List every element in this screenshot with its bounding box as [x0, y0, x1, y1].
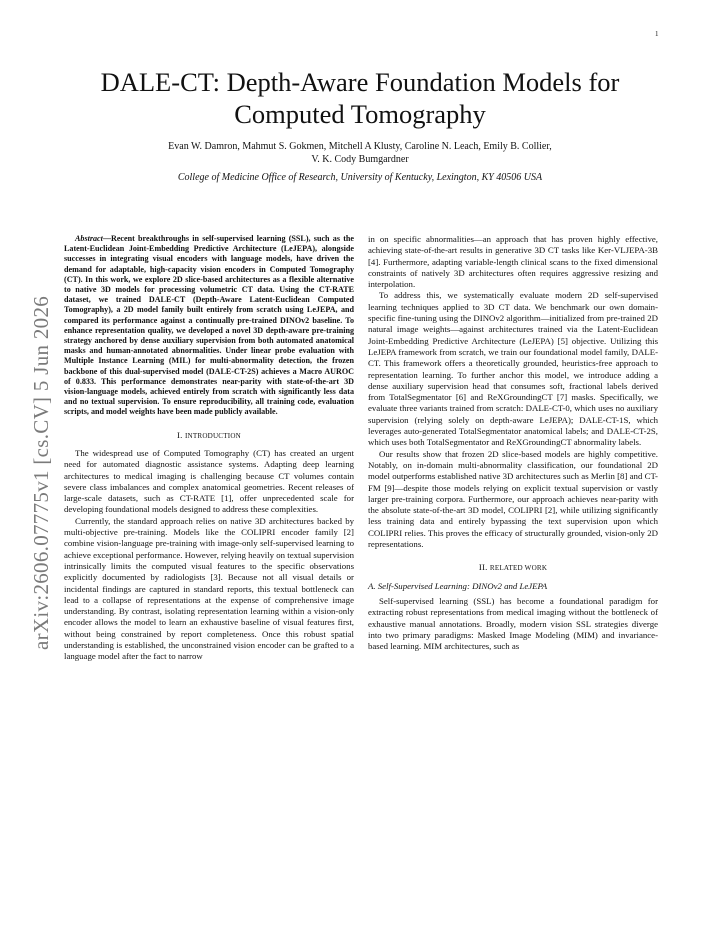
- subsection-heading-ssl: A. Self-Supervised Learning: DINOv2 and LeJEPA: [368, 580, 548, 591]
- section-heading-related-work: [368, 562, 658, 574]
- section-title: RELATED WORK: [489, 564, 548, 573]
- intro-paragraph-1: The widespread use of Computed Tomography (CT) has created an urgent need for automated diagnostic assistance systems. Adapting deep learning architectures to medical imaging is challenging because CT volumes contain severe class imbalances and complex anatomical geometries. Recent releases of large-scale datasets, such as CT-RATE [1], offer unprecedented scale for developing foundational models designed to address these complexities.: [64, 447, 354, 515]
- section-numeral: II.: [478, 562, 488, 573]
- page-number: 1: [655, 30, 659, 38]
- authors-line-2: V. K. Cody Bumgardner: [311, 154, 409, 165]
- right-column: [368, 234, 658, 652]
- intro-paragraph-2-continued: in on specific abnormalities—an approach that has proven highly effective, achieving state-of-the-art results in generative 3D CT tasks like Ker-VLJEPA-3B [4]. Furthermore, adapting variable-length clinical scans to the fixed dimensional constraints of natively 3D architectures often requires aggressive resizing and interpolation.: [368, 234, 658, 290]
- section-title: INTRODUCTION: [184, 431, 241, 440]
- authors-line-1: Evan W. Damron, Mahmut S. Gokmen, Mitchell A Klusty, Caroline N. Leach, Emily B. Collier,: [168, 141, 552, 152]
- author-list: [60, 140, 660, 166]
- abstract-text: —Recent breakthroughs in self-supervised learning (SSL), such as the Latent-Euclidean Joint-Embedding Predictive Architecture (LeJEPA), alongside successes in integrating visual encoders with language models, have driven the demand for adaptable, high-capacity vision encoders in Computed Tomography (CT). In this work, we explore 2D slice-based architectures as a flexible alternative to native 3D models for processing volumetric CT data. Using the CT-RATE dataset, we trained DALE-CT (Depth-Aware Latent-Euclidean Computed Tomography), a 2D model family built entirely from scratch using LeJEPA, and compared its performance against a continually pre-trained DINOv2 baseline. To enhance representation quality, we developed a novel 3D depth-aware pre-training strategy anchored by dense auxiliary supervision from both automated anatomical masks and human-annotated abnormalities. Under linear probe evaluation with Multiple Instance Learning (MIL) for multi-abnormality detection, the frozen backbone of this dual-supervised model (DALE-CT-2S) achieves a Macro AUROC of 0.833. This performance demonstrates near-parity with state-of-the-art 3D vision-language models, achieved entirely from scratch with significantly less data and no textual supervision. To ensure reproducibility, all training code, evaluation scripts, and model weights have been made publicly available.: [64, 234, 354, 417]
- intro-paragraph-4: Our results show that frozen 2D slice-based models are highly competitive. Notably, on in-domain multi-abnormality classification, our foundational 2D model outperforms established native 3D architectures such as Merlin [8] and CT-FM [9]—despite those models relying on explicit textual supervision or vastly larger pre-training corpora. Furthermore, our approach achieves near-parity with the absolute state-of-the-art 3D model, COLIPRI [2], while utilizing significantly less training data and entirely bypassing the text supervision upon which COLIPRI relies. This proves the efficacy of structurally grounded, vision-only 2D representations.: [368, 448, 658, 550]
- title-line-2: Computed Tomography: [234, 99, 486, 129]
- arxiv-identifier[interactable]: arXiv:2606.07775v1 [cs.CV] 5 Jun 2026: [29, 295, 53, 650]
- abstract: [64, 234, 354, 418]
- title-line-1: DALE-CT: Depth-Aware Foundation Models for: [100, 67, 620, 97]
- section-numeral: I.: [177, 429, 183, 440]
- related-paragraph-1: Self-supervised learning (SSL) has become a foundational paradigm for extracting robust representations from medical imaging without the bottleneck of exhaustive manual annotations. Broadly, modern vision SSL strategies diverge into two primary paradigms: Masked Image Modeling (MIM) and invariance-based learning. MIM architectures, such as: [368, 595, 658, 652]
- intro-paragraph-2: Currently, the standard approach relies on native 3D architectures backed by multi-objective pre-training. Models like the COLIPRI encoder family [2] combine vision-language pre-training with image-only self-supervised learning to achieve exceptional performance. However, relying heavily on textual supervision intrinsically limits the computed visual features to the specific observations explicitly documented by radiologists [3]. Because not all visual details or incidental findings are captured in standard reports, this textual bottleneck can lead to a collapse of representations at the expense of comprehensive image understanding. By contrast, isolating representation learning within a vision-only encoder allows the model to learn an exhaustive baseline of visual features first, without being constrained by report completeness. Once this robust spatial understanding is established, the unconstrained vision encoder can be grafted to a language model after the fact to narrow: [64, 515, 354, 662]
- left-column: [64, 234, 354, 663]
- intro-paragraph-3: To address this, we systematically evaluate modern 2D self-supervised learning techniques applied to 3D CT data. We benchmark our own domain-specific fine-tuning using the DINOv2 algorithm—initialized from pre-trained 2D natural image weights—against architectures trained via the Latent-Euclidean Joint-Embedding Predictive Architecture (LeJEPA) [5] objective. Utilizing this LeJEPA framework from scratch, we train our foundational model family, DALE-CT. This framework offers a theoretically grounded, heuristics-free approach to representation learning. To further anchor this model, we introduce adding a dense auxiliary supervision head that consumes soft, fractional labels derived from TotalSegmentator [6] and ReXGroundingCT [7] masks. Specifically, we evaluate three variants trained from scratch: DALE-CT-0, which uses no auxiliary supervision (relying solely on depth-aware LeJEPA); DALE-CT-1S, which leverages auto-generated TotalSegmentator anatomical labels; and DALE-CT-2S, which uses both TotalSegmentator and ReXGroundingCT abnormality labels.: [368, 290, 658, 448]
- section-heading-introduction: [64, 430, 354, 442]
- affiliation: College of Medicine Office of Research, University of Kentucky, Lexington, KY 40506 USA: [177, 172, 543, 183]
- paper-title: [60, 66, 660, 130]
- abstract-label: Abstract: [75, 234, 103, 243]
